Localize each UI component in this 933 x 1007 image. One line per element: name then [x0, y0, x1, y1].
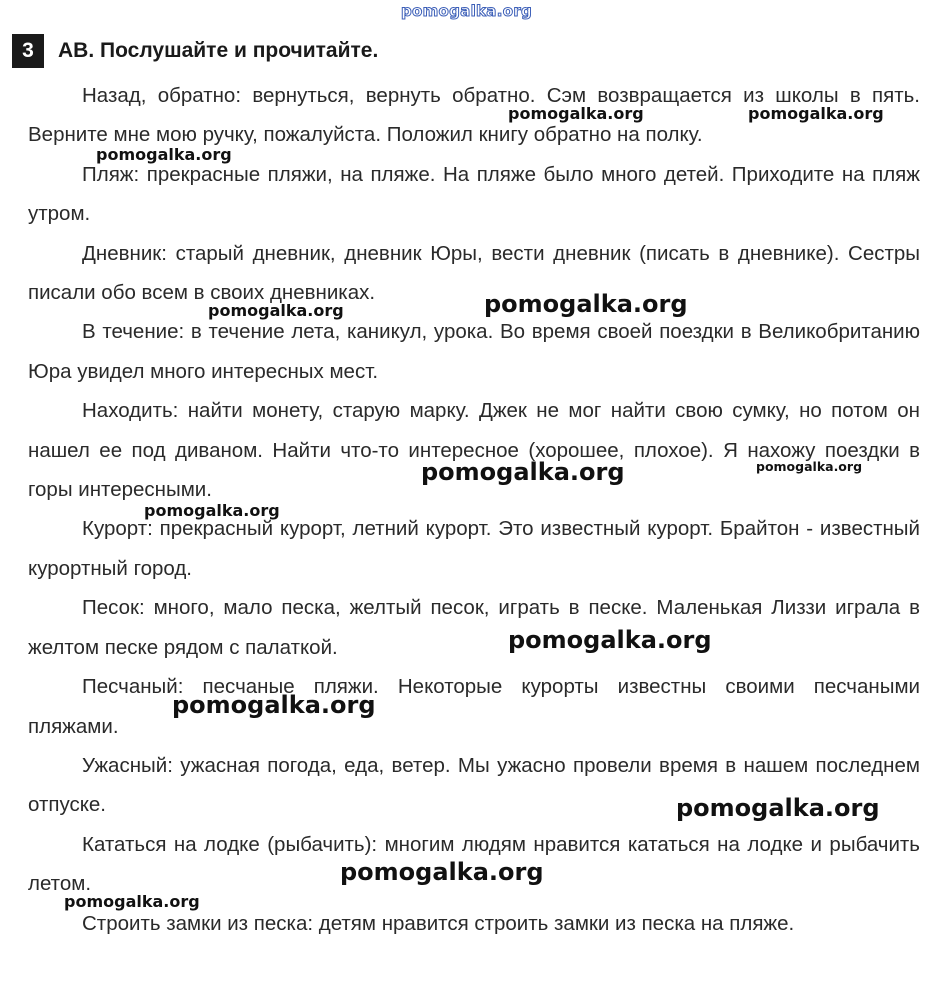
watermark: pomogalka.org [421, 458, 625, 486]
paragraph-diary: Дневник: старый дневник, дневник Юры, вести дневник (писать в дневнике). Сестры писали обо всем в своих дневниках. [28, 241, 920, 305]
exercise-header [12, 34, 378, 68]
exercise-number-badge: 3 [12, 34, 44, 68]
exercise-text [28, 76, 920, 943]
watermark: pomogalka.org [64, 892, 200, 911]
paragraph-sand: Песок: много, мало песка, желтый песок, играть в песке. Маленькая Лиззи играла в желтом песке рядом с палаткой. [28, 596, 920, 659]
watermark: pomogalka.org [172, 691, 376, 719]
paragraph-resort: Курорт: прекрасный курорт, летний курорт. Это известный курорт. Брайтон - известный курортный город. [28, 517, 920, 580]
paragraph-sandcastles: Строить замки из песка: детям нравится строить замки из песка на пляже. [82, 911, 795, 935]
exercise-title: AB. Послушайте и прочитайте. [58, 39, 379, 62]
watermark: pomogalka.org [676, 794, 880, 822]
watermark: pomogalka.org [340, 858, 544, 886]
watermark: pomogalka.org [508, 104, 644, 123]
watermark: pomogalka.org [144, 501, 280, 520]
paragraph-boating: Кататься на лодке (рыбачить): многим людям нравится кататься на лодке и рыбачить летом. [28, 832, 920, 896]
paragraph-find: Находить: найти монету, старую марку. Джек не мог найти свою сумку, но потом он нашел ее под диваном. Найти что-то интересное (хорошее, плохое). Я нахожу поездки в горы интересными. [28, 399, 920, 502]
paragraph-beach: Пляж: прекрасные пляжи, на пляже. На пляже было много детей. Приходите на пляж утром. [28, 162, 920, 226]
watermark: pomogalka.org [748, 104, 884, 123]
watermark: pomogalka.org [484, 290, 688, 318]
paragraph-during: В течение: в течение лета, каникул, урока. Во время своей поездки в Великобританию Юра увидел много интересных мест. [28, 320, 920, 383]
watermark: pomogalka.org [756, 459, 863, 474]
site-watermark-header: pomogalka.org [400, 2, 533, 20]
watermark: pomogalka.org [508, 626, 712, 654]
paragraph-back: Назад, обратно: вернуться, вернуть обратно. Сэм возвращается из школы в пять. Верните мне мою ручку, пожалуйста. Положил книгу обратно на полку. [28, 84, 920, 147]
paragraph-terrible: Ужасный: ужасная погода, еда, ветер. Мы ужасно провели время в нашем последнем отпуске. [28, 753, 920, 817]
watermark: pomogalka.org [208, 301, 344, 320]
paragraph-sandy: Песчаный: песчаные пляжи. Некоторые курорты известны своими песчаными пляжами. [28, 675, 920, 738]
watermark: pomogalka.org [96, 145, 232, 164]
